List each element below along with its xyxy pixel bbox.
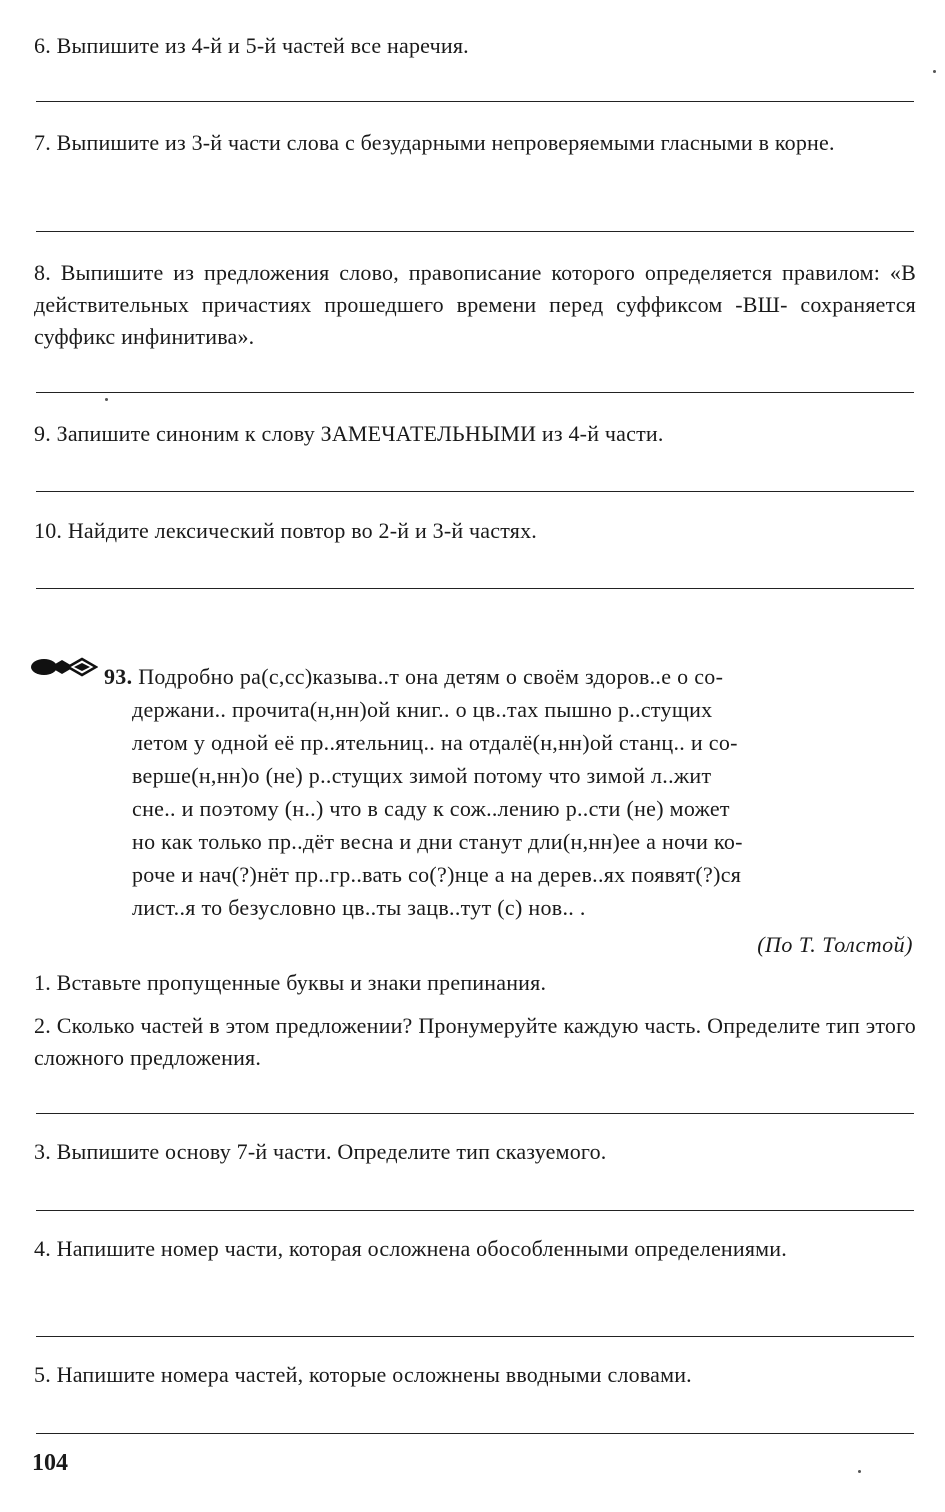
scan-speck — [858, 1470, 861, 1473]
exercise-line: держани.. прочита(н,нн)ой книг.. о цв..тах пышно р..стущих — [132, 697, 713, 722]
exercise-marker-icon — [30, 656, 98, 678]
task-10: 10. Найдите лексический повтор во 2-й и 3-й частях. — [34, 518, 537, 543]
task-2: 2. Сколько частей в этом предложении? Пронумеруйте каждую часть. Определите тип этого сложного предложения. — [34, 1013, 916, 1070]
answer-line-10[interactable] — [36, 588, 914, 589]
task-6: 6. Выпишите из 4-й и 5-й частей все наречия. — [34, 33, 469, 58]
answer-line-4[interactable] — [36, 1336, 914, 1337]
answer-line-2[interactable] — [36, 1113, 914, 1114]
source-attribution: (По Т. Толстой) — [757, 932, 913, 957]
task-4: 4. Напишите номер части, которая осложнена обособленными определениями. — [34, 1236, 787, 1261]
exercise-line: летом у одной её пр..ятельниц.. на отдалё(н,нн)ой станц.. и со- — [132, 730, 738, 755]
answer-line-5[interactable] — [36, 1433, 914, 1434]
exercise-line: лист..я то безусловно цв..ты зацв..тут (с) нов.. . — [132, 895, 586, 920]
page-number: 104 — [32, 1450, 68, 1476]
task-1: 1. Вставьте пропущенные буквы и знаки препинания. — [34, 970, 547, 995]
task-7: 7. Выпишите из 3-й части слова с безударными непроверяемыми гласными в корне. — [34, 130, 835, 155]
exercise-line: сне.. и поэтому (н..) что в саду к сож..лению р..сти (не) может — [132, 796, 730, 821]
exercise-93-first-line: 93. Подробно ра(с,сс)казыва..т она детям о своём здоров..е о со- — [104, 664, 724, 689]
answer-line-3[interactable] — [36, 1210, 914, 1211]
answer-line-7[interactable] — [36, 231, 914, 232]
task-3: 3. Выпишите основу 7-й части. Определите тип сказуемого. — [34, 1139, 607, 1164]
scan-speck — [933, 70, 936, 73]
answer-line-6[interactable] — [36, 101, 914, 102]
exercise-line: роче и нач(?)нёт пр..гр..вать со(?)нце а на дерев..ях появят(?)ся — [132, 862, 742, 887]
task-5: 5. Напишите номера частей, которые осложнены вводными словами. — [34, 1362, 692, 1387]
scan-speck — [105, 398, 108, 401]
exercise-line: но как только пр..дёт весна и дни станут дли(н,нн)ее а ночи ко- — [132, 829, 743, 854]
answer-line-8[interactable] — [36, 392, 914, 393]
answer-line-9[interactable] — [36, 491, 914, 492]
exercise-line: верше(н,нн)о (не) р..стущих зимой потому что зимой л..жит — [132, 763, 712, 788]
task-9: 9. Запишите синоним к слову ЗАМЕЧАТЕЛЬНЫМИ из 4-й части. — [34, 421, 664, 446]
task-8: 8. Выпишите из предложения слово, правописание которого определяется правилом: «В действительных причастиях прошедшего времени перед суффиксом -ВШ- сохраняется суффикс инфинитива». — [34, 260, 916, 349]
